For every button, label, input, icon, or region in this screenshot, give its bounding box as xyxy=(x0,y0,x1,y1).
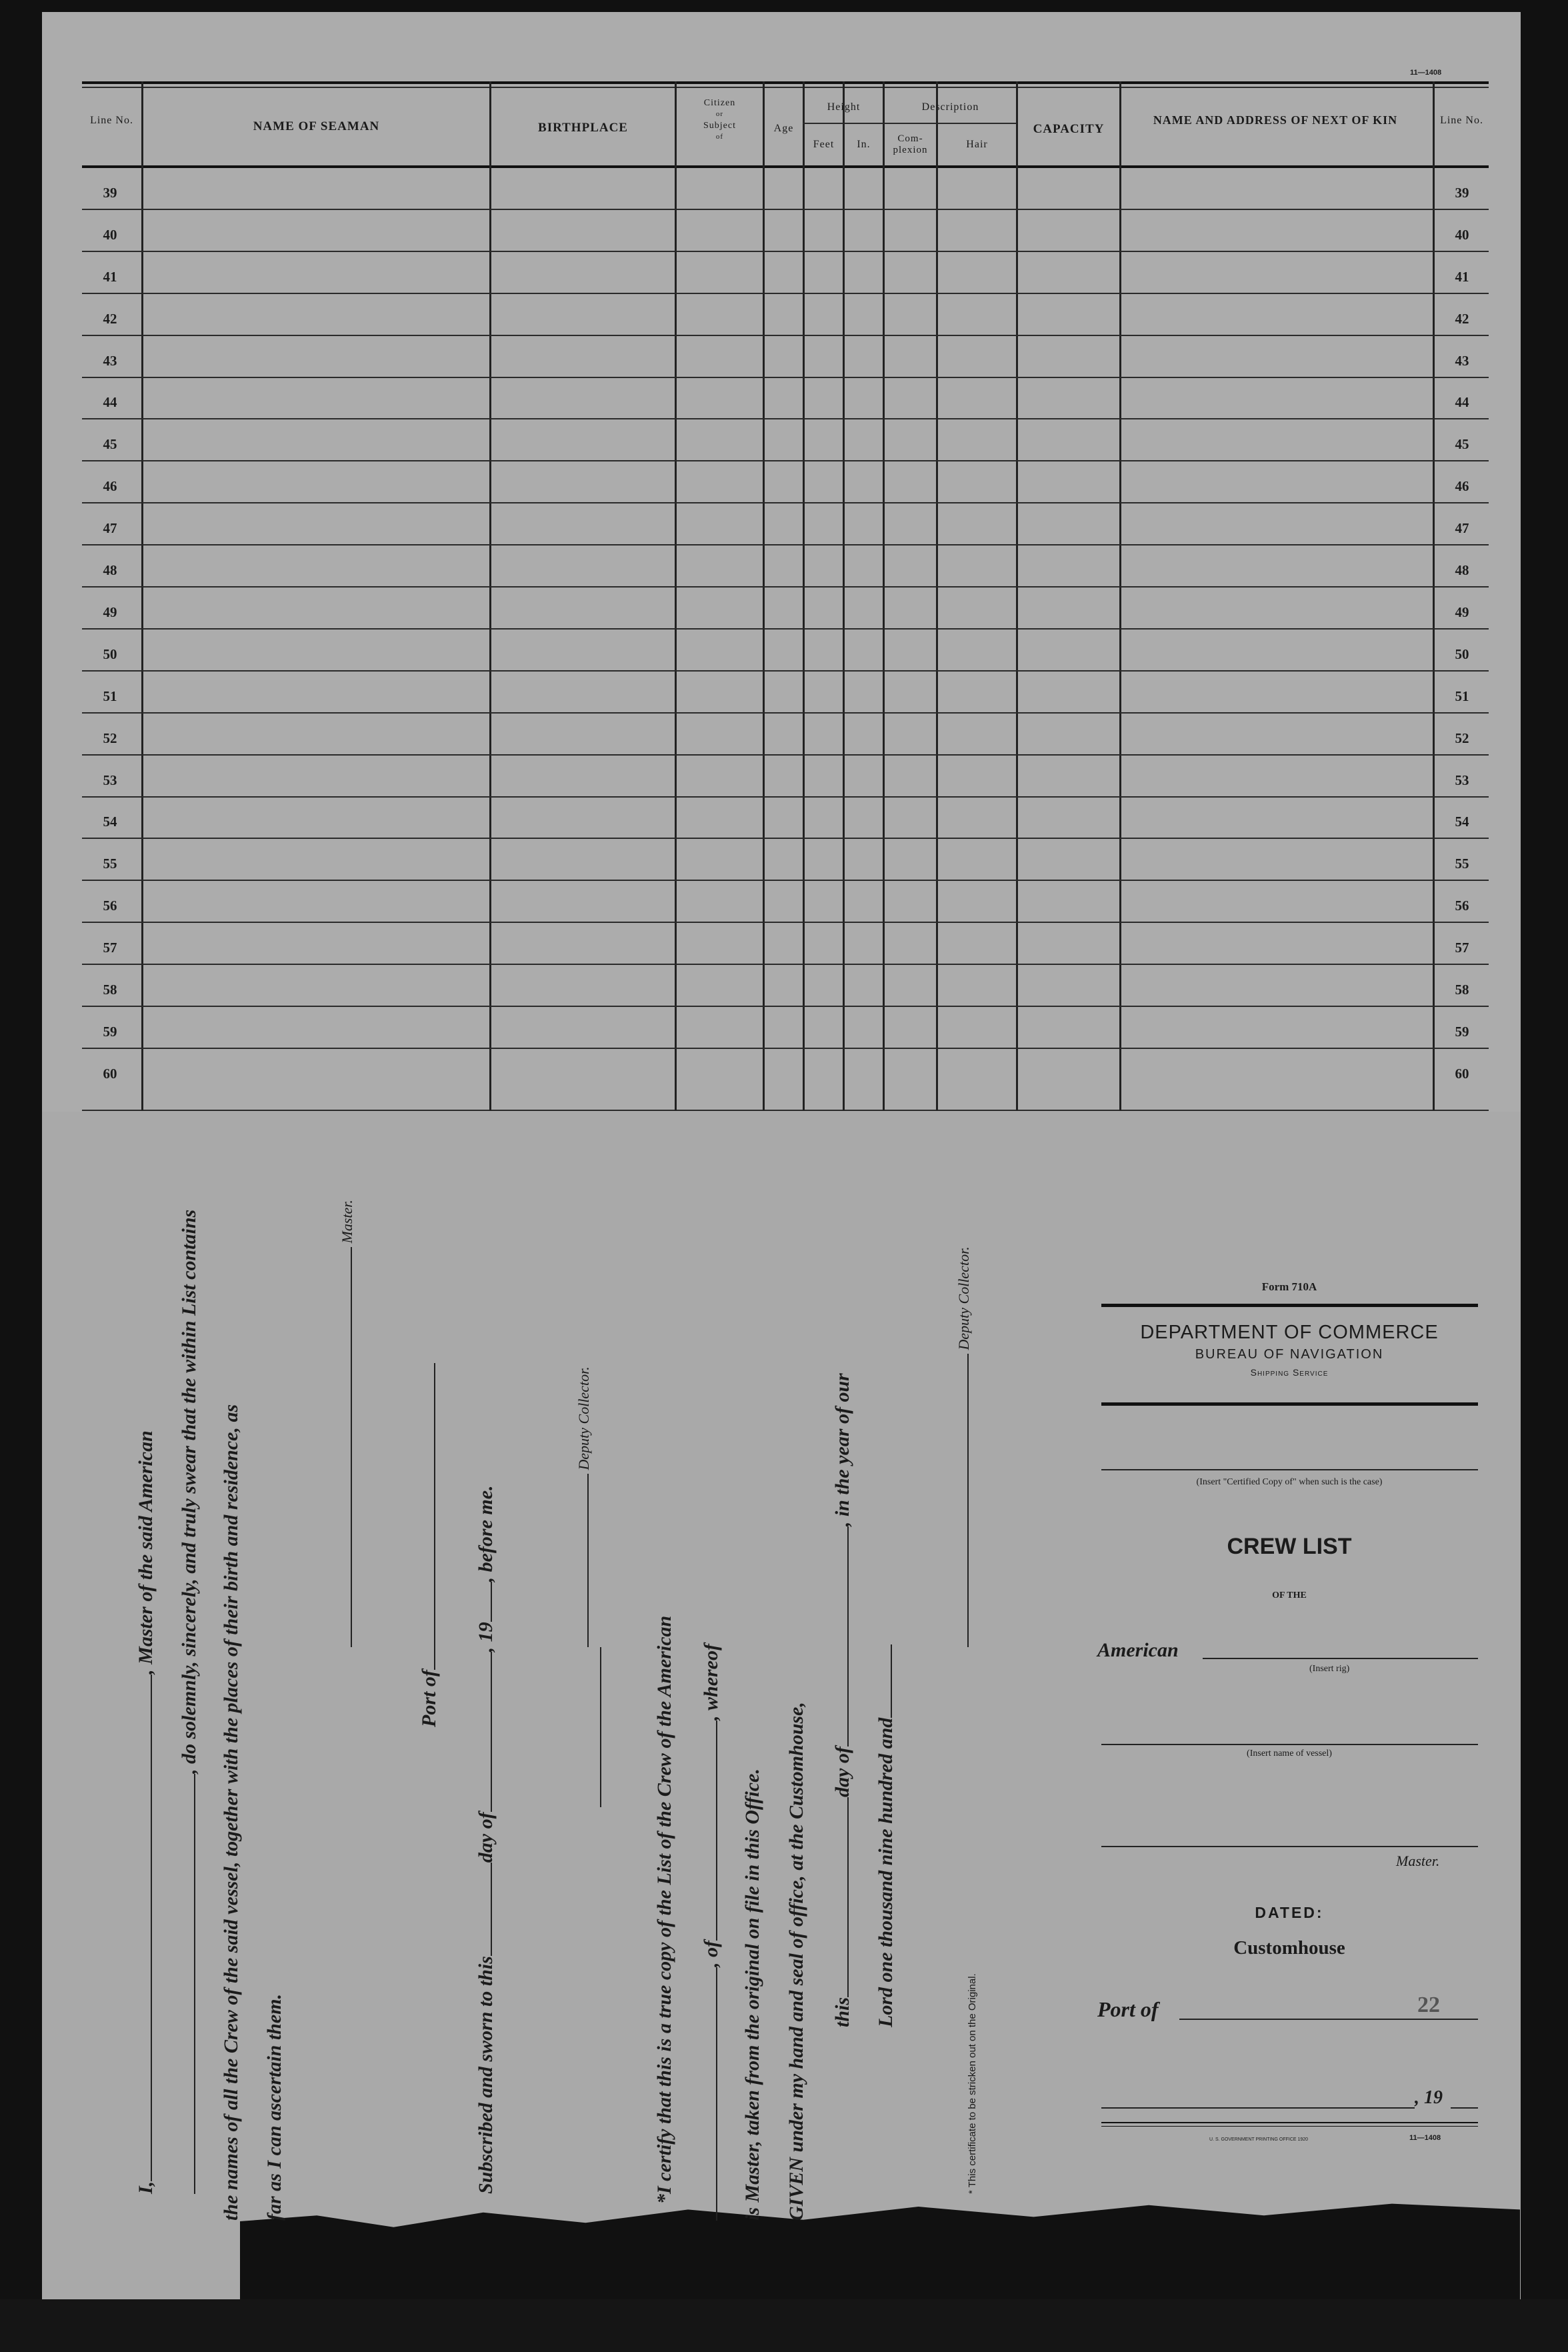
row-number-right: 56 xyxy=(1455,898,1469,914)
row-number-left: 57 xyxy=(103,940,117,956)
row-number-left: 50 xyxy=(103,646,117,662)
table-row-rule xyxy=(82,293,1489,294)
rig-line xyxy=(1203,1658,1478,1659)
oath-line-2: , do solemnly, sincerely, and truly swear that the within List contains xyxy=(177,1210,201,2194)
table-top-rule xyxy=(82,81,1489,84)
table-row-rule xyxy=(82,880,1489,881)
header-height: Height xyxy=(827,101,861,113)
year-line xyxy=(1451,2107,1478,2109)
shipping-service: Shipping Service xyxy=(1250,1367,1329,1378)
american-label: American xyxy=(1097,1639,1179,1661)
master-line xyxy=(1101,1846,1478,1847)
table-row-rule xyxy=(82,586,1489,587)
oath-line-1: I,, Master of the said American xyxy=(135,1430,157,2194)
row-number-left: 42 xyxy=(103,311,117,327)
insert-certified-note: (Insert "Certified Copy of" when such is the case) xyxy=(1196,1477,1383,1487)
row-number-right: 51 xyxy=(1455,688,1469,704)
header-feet: Feet xyxy=(813,139,835,150)
certified-copy-line xyxy=(1101,1469,1478,1470)
table-row-rule xyxy=(82,460,1489,461)
master-signature-line: Master. xyxy=(333,1200,356,1647)
row-number-left: 43 xyxy=(103,353,117,369)
row-number-right: 60 xyxy=(1455,1066,1469,1082)
table-row-rule xyxy=(82,628,1489,630)
table-top-rule-thin xyxy=(82,87,1489,88)
row-number-left: 59 xyxy=(103,1024,117,1040)
row-number-left: 54 xyxy=(103,814,117,830)
row-number-left: 60 xyxy=(103,1066,117,1082)
certificate-line-4: GIVEN under my hand and seal of office, at the Customhouse, xyxy=(785,1702,807,2221)
row-number-left: 49 xyxy=(103,604,117,620)
header-complexion: Com- plexion xyxy=(893,133,928,155)
table-row-rule xyxy=(82,377,1489,378)
table-row-rule xyxy=(82,418,1489,419)
subscribed-line: Subscribed and sworn to thisday of, 19, before me. xyxy=(475,1485,497,2194)
header-next-of-kin: NAME AND ADDRESS OF NEXT OF KIN xyxy=(1153,113,1398,127)
row-number-left: 48 xyxy=(103,562,117,578)
table-bottom-rule xyxy=(82,1110,1489,1111)
row-number-right: 46 xyxy=(1455,478,1469,494)
printing-office: U. S. GOVERNMENT PRINTING OFFICE 1920 xyxy=(1209,2137,1309,2142)
table-row-rule xyxy=(82,502,1489,503)
header-age: Age xyxy=(773,123,794,134)
row-number-left: 46 xyxy=(103,478,117,494)
row-number-left: 44 xyxy=(103,394,117,410)
row-number-right: 41 xyxy=(1455,269,1469,285)
of-the: OF THE xyxy=(1272,1590,1307,1600)
header-line-no: Line No. xyxy=(90,115,133,126)
row-number-left: 52 xyxy=(103,730,117,746)
cover-rule-2 xyxy=(1101,1402,1478,1406)
table-row-rule xyxy=(82,209,1489,210)
header-inches: In. xyxy=(857,139,871,150)
form-number-bottom: 11—1408 xyxy=(1409,2134,1441,2142)
row-number-right: 45 xyxy=(1455,436,1469,452)
oath-line-4: far as I can ascertain them. xyxy=(263,1993,285,2221)
row-number-left: 56 xyxy=(103,898,117,914)
port-of-line: Port of xyxy=(417,1363,441,1727)
certificate-footnote: * This certificate to be stricken out on the Original. xyxy=(967,1973,978,2194)
certificate-line-1: *I certify that this is a true copy of the List of the Crew of the American xyxy=(653,1615,675,2204)
port-line xyxy=(1179,2019,1478,2020)
row-number-left: 55 xyxy=(103,856,117,872)
row-number-left: 40 xyxy=(103,227,117,243)
row-number-right: 52 xyxy=(1455,730,1469,746)
header-line-no-right: Line No. xyxy=(1440,115,1483,126)
crew-list-title: CREW LIST xyxy=(1227,1534,1352,1559)
vessel-name-line xyxy=(1101,1744,1478,1745)
row-number-left: 39 xyxy=(103,185,117,201)
row-number-left: 51 xyxy=(103,688,117,704)
stamp-mark: 22 xyxy=(1417,1993,1440,2017)
department-title: DEPARTMENT OF COMMERCE xyxy=(1140,1322,1439,1343)
deputy-collector-1: Deputy Collector. xyxy=(570,1366,593,1647)
row-number-left: 58 xyxy=(103,982,117,998)
form-number-top: 11—1408 xyxy=(1410,69,1442,77)
port-of-label: Port of xyxy=(1097,1997,1159,2021)
row-number-right: 50 xyxy=(1455,646,1469,662)
table-row-rule xyxy=(82,544,1489,545)
deputy-collector-2: Deputy Collector. xyxy=(950,1246,973,1647)
crew-table xyxy=(82,81,1489,1111)
header-description: Description xyxy=(921,101,979,113)
table-row-rule xyxy=(82,838,1489,839)
table-row-rule xyxy=(82,964,1489,965)
row-number-right: 53 xyxy=(1455,772,1469,788)
date-line xyxy=(1101,2107,1415,2109)
certificate-line-6: Lord one thousand nine hundred and xyxy=(873,1644,897,2027)
row-number-right: 58 xyxy=(1455,982,1469,998)
subheader-rule xyxy=(803,123,1016,124)
bureau-title: BUREAU OF NAVIGATION xyxy=(1195,1347,1384,1362)
table-row-rule xyxy=(82,796,1489,798)
header-name-of-seaman: NAME OF SEAMAN xyxy=(253,119,380,133)
table-row-rule xyxy=(82,922,1489,923)
certificate-line-5: thisday of, in the year of our xyxy=(831,1373,853,2027)
row-number-right: 44 xyxy=(1455,394,1469,410)
table-row-rule xyxy=(82,712,1489,714)
header-hair: Hair xyxy=(966,139,988,150)
table-row-rule xyxy=(82,335,1489,336)
certificate-line-2: , of, whereof xyxy=(699,1644,723,2221)
separator-line xyxy=(600,1647,601,1807)
row-number-right: 40 xyxy=(1455,227,1469,243)
year-label: , 19 xyxy=(1415,2087,1443,2108)
form-710a: Form 710A xyxy=(1261,1280,1317,1293)
row-number-left: 45 xyxy=(103,436,117,452)
row-number-right: 42 xyxy=(1455,311,1469,327)
header-bottom-rule xyxy=(82,165,1489,168)
row-number-right: 54 xyxy=(1455,814,1469,830)
row-number-right: 49 xyxy=(1455,604,1469,620)
table-row-rule xyxy=(82,1048,1489,1049)
table-row-rule xyxy=(82,754,1489,756)
header-birthplace: BIRTHPLACE xyxy=(538,121,628,135)
customhouse-label: Customhouse xyxy=(1233,1937,1345,1959)
insert-rig-note: (Insert rig) xyxy=(1309,1664,1350,1674)
row-number-right: 55 xyxy=(1455,856,1469,872)
row-number-left: 47 xyxy=(103,520,117,536)
header-capacity: CAPACITY xyxy=(1033,122,1105,136)
row-number-right: 48 xyxy=(1455,562,1469,578)
table-row-rule xyxy=(82,670,1489,672)
row-number-right: 59 xyxy=(1455,1024,1469,1040)
row-number-right: 57 xyxy=(1455,940,1469,956)
master-label: Master. xyxy=(1396,1853,1440,1869)
cover-rule-1 xyxy=(1101,1304,1478,1307)
row-number-right: 43 xyxy=(1455,353,1469,369)
dated-label: DATED: xyxy=(1255,1904,1324,1921)
bottom-border xyxy=(0,2299,1568,2352)
insert-name-note: (Insert name of vessel) xyxy=(1247,1748,1332,1758)
oath-line-3: the names of all the Crew of the said vessel, together with the places of their birth and residence, as xyxy=(220,1404,242,2221)
row-number-right: 39 xyxy=(1455,185,1469,201)
row-number-left: 53 xyxy=(103,772,117,788)
table-row-rule xyxy=(82,1006,1489,1007)
cover-bottom-rule xyxy=(1101,2122,1478,2127)
row-number-left: 41 xyxy=(103,269,117,285)
table-row-rule xyxy=(82,251,1489,252)
row-number-right: 47 xyxy=(1455,520,1469,536)
header-citizen: Citizen or Subject of xyxy=(703,98,736,141)
certificate-line-3: is Master, taken from the original on file in this Office. xyxy=(741,1769,763,2221)
